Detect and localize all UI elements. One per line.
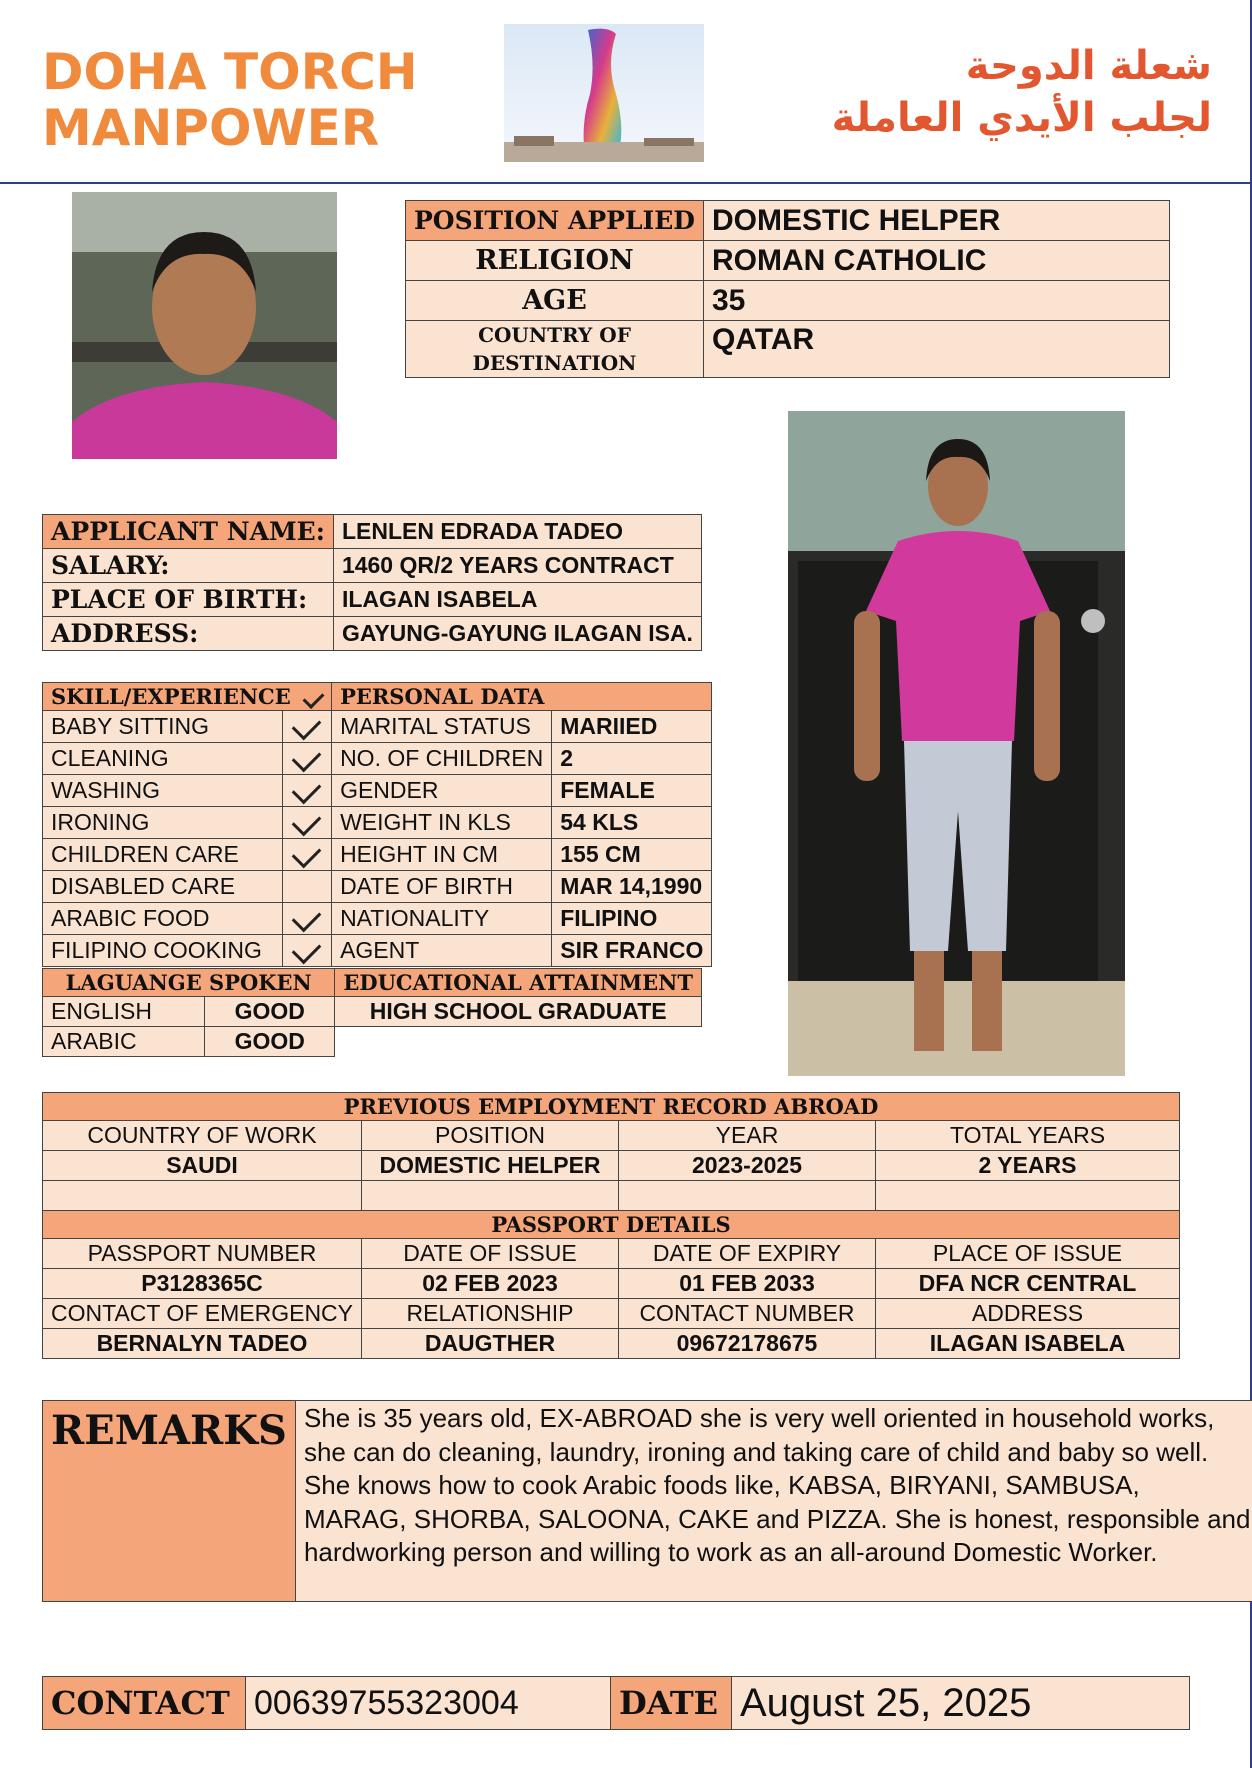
- emergency-values-row: [43, 1329, 1180, 1359]
- skill-name: IRONING: [43, 807, 283, 839]
- remarks-line: she can do cleaning, laundry, ironing and taking care of child and baby so well.: [303, 1436, 1209, 1467]
- date-label: DATE: [611, 1677, 732, 1730]
- personal-value: MAR 14,1990: [552, 871, 712, 903]
- info-row-destination: [406, 321, 1170, 378]
- check-icon: [292, 807, 322, 837]
- skills-body: [43, 711, 712, 967]
- skill-check-cell: [282, 935, 331, 967]
- skill-name: CLEANING: [43, 743, 283, 775]
- employment-columns-row: [43, 1121, 1180, 1151]
- info-value: 35: [703, 281, 1169, 321]
- personal-label: HEIGHT IN CM: [332, 839, 552, 871]
- personal-label: MARITAL STATUS: [332, 711, 552, 743]
- personal-header: PERSONAL DATA: [332, 683, 712, 711]
- info-row-religion: [406, 241, 1170, 281]
- employment-col: TOTAL YEARS: [876, 1121, 1180, 1151]
- emergency-col: CONTACT OF EMERGENCY: [43, 1299, 362, 1329]
- skill-name: DISABLED CARE: [43, 871, 283, 903]
- remarks-line: hardworking person and willing to work as an all-around Domestic Worker.: [303, 1537, 1158, 1567]
- info-label: RELIGION: [406, 241, 704, 281]
- personal-label: NATIONALITY: [332, 903, 552, 935]
- applicant-label: SALARY:: [43, 549, 334, 583]
- empty-cell: [335, 1027, 702, 1057]
- check-icon: [292, 775, 322, 805]
- skill-name: BABY SITTING: [43, 711, 283, 743]
- skill-name: ARABIC FOOD: [43, 903, 283, 935]
- applicant-value: ILAGAN ISABELA: [333, 583, 701, 617]
- empty-cell: [362, 1181, 619, 1211]
- personal-value: FILIPINO: [552, 903, 712, 935]
- personal-value: 54 KLS: [552, 807, 712, 839]
- employment-col: YEAR: [619, 1121, 876, 1151]
- applicant-label: ADDRESS:: [43, 617, 334, 651]
- info-value: ROMAN CATHOLIC: [703, 241, 1169, 281]
- skill-row: [43, 871, 712, 903]
- skill-check-cell: [282, 711, 331, 743]
- skill-row: [43, 743, 712, 775]
- language-name: ENGLISH: [43, 997, 205, 1027]
- passport-col: DATE OF EXPIRY: [619, 1239, 876, 1269]
- emergency-col: CONTACT NUMBER: [619, 1299, 876, 1329]
- employment-title-row: [43, 1093, 1180, 1121]
- personal-value: SIR FRANCO: [552, 935, 712, 967]
- info-label: AGE: [406, 281, 704, 321]
- info-row-position: [406, 201, 1170, 241]
- check-icon: [292, 711, 322, 741]
- contact-value: 00639755323004: [246, 1677, 611, 1730]
- applicant-value: LENLEN EDRADA TADEO: [333, 515, 701, 549]
- skill-row: [43, 711, 712, 743]
- check-icon: [303, 687, 325, 709]
- check-icon: [292, 743, 322, 773]
- skill-check-cell: [282, 775, 331, 807]
- remarks-line: She knows how to cook Arabic foods like, KABSA, BIRYANI, SAMBUSA,: [303, 1470, 1140, 1500]
- emergency-col: RELATIONSHIP: [362, 1299, 619, 1329]
- emergency-relationship: DAUGTHER: [362, 1329, 619, 1359]
- skills-header-label: SKILL/EXPERIENCE: [51, 684, 291, 709]
- full-body-photo: [788, 411, 1125, 1076]
- empty-cell: [43, 1181, 362, 1211]
- employment-year: 2023-2025: [619, 1151, 876, 1181]
- skill-name: FILIPINO COOKING: [43, 935, 283, 967]
- skill-check-cell: [282, 903, 331, 935]
- emergency-columns-row: [43, 1299, 1180, 1329]
- portrait-photo: [72, 192, 337, 459]
- language-row: [43, 1027, 702, 1057]
- applicant-table: [42, 514, 702, 651]
- info-value: DOMESTIC HELPER: [703, 201, 1169, 241]
- passport-columns-row: [43, 1239, 1180, 1269]
- personal-label: DATE OF BIRTH: [332, 871, 552, 903]
- education-value: HIGH SCHOOL GRADUATE: [335, 997, 702, 1027]
- passport-title: PASSPORT DETAILS: [43, 1211, 1180, 1239]
- language-header: LAGUANGE SPOKEN: [43, 969, 335, 997]
- personal-value: MARIIED: [552, 711, 712, 743]
- language-name: ARABIC: [43, 1027, 205, 1057]
- remarks-row: [43, 1401, 1252, 1602]
- contact-label: CONTACT: [43, 1677, 246, 1730]
- passport-expiry-date: 01 FEB 2033: [619, 1269, 876, 1299]
- personal-value: 2: [552, 743, 712, 775]
- date-value: August 25, 2025: [732, 1677, 1190, 1730]
- personal-label: GENDER: [332, 775, 552, 807]
- passport-title-row: [43, 1211, 1180, 1239]
- passport-number: P3128365C: [43, 1269, 362, 1299]
- skill-check-cell: [282, 871, 331, 903]
- empty-cell: [876, 1181, 1180, 1211]
- employment-col: POSITION: [362, 1121, 619, 1151]
- skill-row: [43, 807, 712, 839]
- brand-name: [42, 44, 418, 156]
- employment-empty-row: [43, 1181, 1180, 1211]
- remarks-line: She is 35 years old, EX-ABROAD she is very well oriented in household works,: [303, 1403, 1215, 1433]
- remarks-text: [295, 1401, 1252, 1602]
- personal-label: WEIGHT IN KLS: [332, 807, 552, 839]
- brand-line-1: DOHA TORCH: [42, 43, 418, 101]
- passport-issue-date: 02 FEB 2023: [362, 1269, 619, 1299]
- info-label: POSITION APPLIED: [406, 201, 704, 241]
- passport-place: DFA NCR CENTRAL: [876, 1269, 1180, 1299]
- skills-personal-table: [42, 682, 712, 967]
- arabic-brand-name: [832, 40, 1212, 144]
- employment-country: SAUDI: [43, 1151, 362, 1181]
- arabic-line-1: شعلة الدوحة: [965, 43, 1212, 89]
- skill-check-cell: [282, 839, 331, 871]
- check-icon: [292, 935, 322, 965]
- language-row: [43, 997, 702, 1027]
- skill-check-cell: [282, 743, 331, 775]
- header-divider: [0, 182, 1252, 184]
- employment-position: DOMESTIC HELPER: [362, 1151, 619, 1181]
- applicant-row: [43, 549, 702, 583]
- passport-values-row: [43, 1269, 1180, 1299]
- language-level: GOOD: [205, 1027, 335, 1057]
- brand-line-2: MANPOWER: [42, 99, 380, 157]
- check-icon: [292, 839, 322, 869]
- applicant-row: [43, 617, 702, 651]
- employment-col: COUNTRY OF WORK: [43, 1121, 362, 1151]
- passport-col: DATE OF ISSUE: [362, 1239, 619, 1269]
- skills-header: [43, 683, 332, 711]
- skill-row: [43, 935, 712, 967]
- applicant-label: APPLICANT NAME:: [43, 515, 334, 549]
- language-education-table: [42, 968, 702, 1057]
- applicant-value: 1460 QR/2 YEARS CONTRACT: [333, 549, 701, 583]
- info-label: COUNTRY OF DESTINATION: [406, 321, 704, 378]
- language-level: GOOD: [205, 997, 335, 1027]
- empty-cell: [619, 1181, 876, 1211]
- passport-col: PASSPORT NUMBER: [43, 1239, 362, 1269]
- footer-table: [42, 1676, 1190, 1730]
- personal-value: 155 CM: [552, 839, 712, 871]
- applicant-row: [43, 515, 702, 549]
- employment-total: 2 YEARS: [876, 1151, 1180, 1181]
- skill-name: WASHING: [43, 775, 283, 807]
- personal-label: AGENT: [332, 935, 552, 967]
- skill-row: [43, 903, 712, 935]
- skill-check-cell: [282, 807, 331, 839]
- remarks-line: MARAG, SHORBA, SALOONA, CAKE and PIZZA. She is honest, responsible and: [303, 1503, 1251, 1534]
- check-icon: [292, 903, 322, 933]
- applicant-label: PLACE OF BIRTH:: [43, 583, 334, 617]
- personal-value: FEMALE: [552, 775, 712, 807]
- emergency-address: ILAGAN ISABELA: [876, 1329, 1180, 1359]
- employment-passport-table: [42, 1092, 1180, 1359]
- footer-row: [43, 1677, 1190, 1730]
- applicant-value: GAYUNG-GAYUNG ILAGAN ISA.: [333, 617, 701, 651]
- doha-torch-logo: [504, 24, 704, 162]
- info-value: QATAR: [703, 321, 1169, 378]
- language-header-row: [43, 969, 702, 997]
- info-row-age: [406, 281, 1170, 321]
- skill-row: [43, 775, 712, 807]
- employment-row: [43, 1151, 1180, 1181]
- employment-title: PREVIOUS EMPLOYMENT RECORD ABROAD: [43, 1093, 1180, 1121]
- emergency-number: 09672178675: [619, 1329, 876, 1359]
- remarks-table: [42, 1400, 1252, 1602]
- passport-col: PLACE OF ISSUE: [876, 1239, 1180, 1269]
- emergency-name: BERNALYN TADEO: [43, 1329, 362, 1359]
- top-info-table: [405, 200, 1170, 378]
- education-header: EDUCATIONAL ATTAINMENT: [335, 969, 702, 997]
- remarks-label: REMARKS: [43, 1401, 296, 1602]
- skills-header-row: [43, 683, 712, 711]
- skill-row: [43, 839, 712, 871]
- emergency-col: ADDRESS: [876, 1299, 1180, 1329]
- personal-label: NO. OF CHILDREN: [332, 743, 552, 775]
- skill-name: CHILDREN CARE: [43, 839, 283, 871]
- applicant-row: [43, 583, 702, 617]
- arabic-line-2: لجلب الأيدي العاملة: [831, 95, 1212, 141]
